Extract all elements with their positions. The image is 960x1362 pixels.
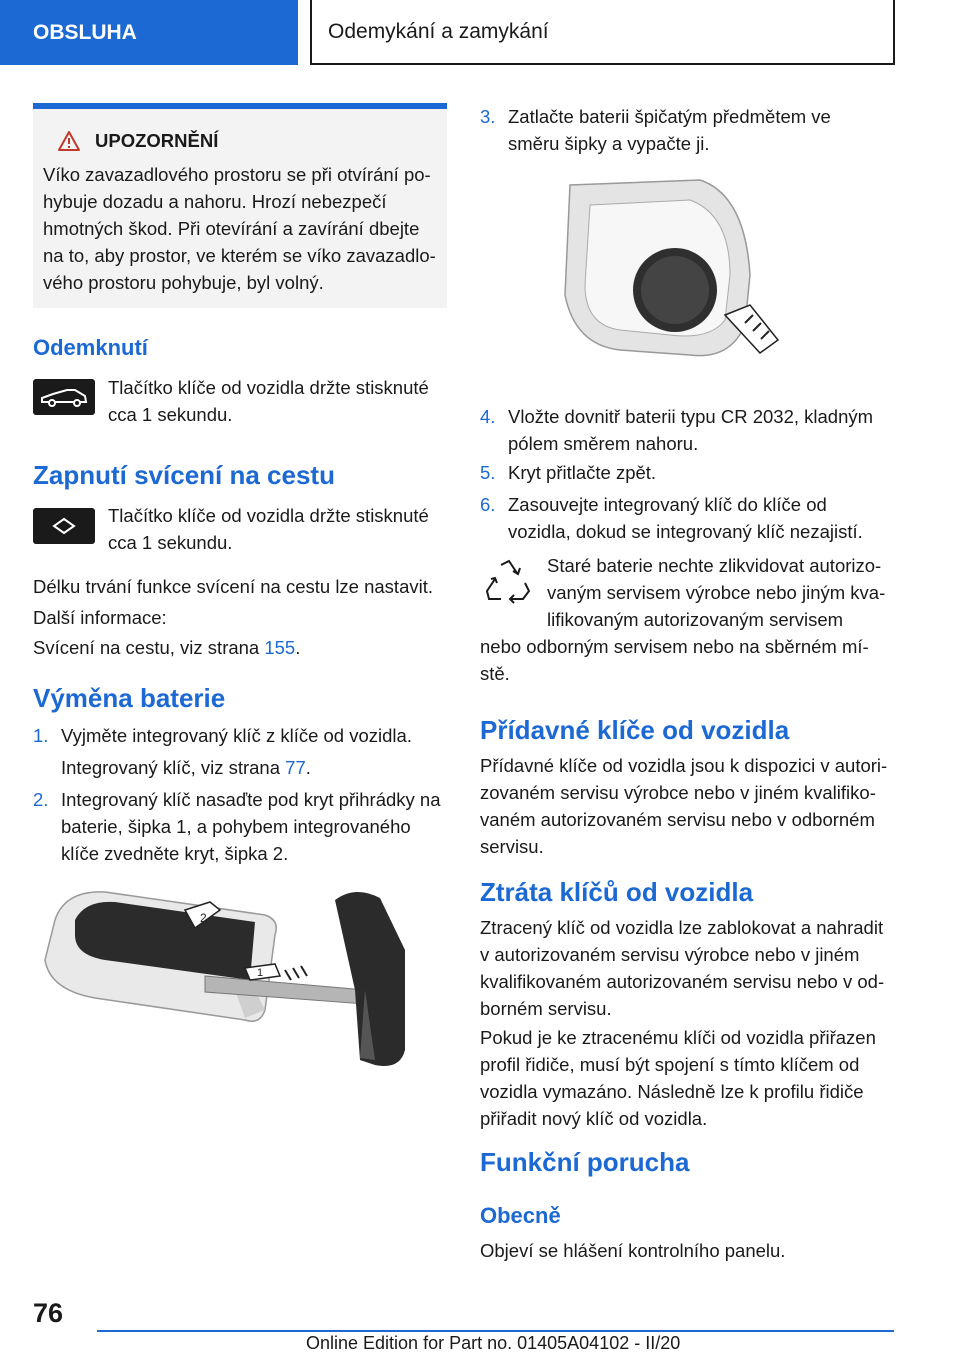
step-number: 3. xyxy=(480,106,496,127)
battery-removal-illustration xyxy=(550,175,780,375)
text-line: kvalifikovaném autorizovaném servisu nebo v od- xyxy=(480,971,885,992)
reference-end: . xyxy=(295,637,301,658)
lights-line: cca 1 sekundu. xyxy=(108,532,233,553)
step-text xyxy=(508,403,896,457)
lights-reference xyxy=(33,634,300,661)
unlock-line: cca 1 sekundu. xyxy=(108,404,233,425)
list-item xyxy=(480,491,896,542)
page-link[interactable]: 155 xyxy=(264,637,296,658)
step-line: vozidla, dokud se integrovaný klíč nezajistí. xyxy=(508,521,863,542)
lights-text xyxy=(108,502,448,556)
step-line: Integrovaný klíč nasaďte pod kryt přihrádky na xyxy=(61,789,441,810)
step-text xyxy=(61,786,451,867)
page-number: 76 xyxy=(33,1298,64,1328)
text-line: vaném autorizovaném servisu nebo v odborném xyxy=(480,809,875,830)
extra-keys-text xyxy=(480,752,900,860)
arrow-label: 1 xyxy=(257,967,264,979)
recycle-line: stě. xyxy=(480,663,510,684)
step-line: baterie, šipka 1, a pohybem integrovaného xyxy=(61,816,411,837)
list-item xyxy=(33,786,453,864)
step1-reference xyxy=(61,754,311,781)
reference-end: . xyxy=(305,757,311,778)
warning-line: hmotných škod. Při otevírání a zavírání dbejte xyxy=(43,218,420,239)
step-number: 4. xyxy=(480,406,496,427)
lost-keys-profile-text xyxy=(480,1024,900,1132)
step-text xyxy=(508,103,896,157)
warning-text xyxy=(43,161,437,296)
list-item xyxy=(480,403,896,454)
step-number: 2. xyxy=(33,789,49,810)
step-line: klíče zvedněte kryt, šipka 2. xyxy=(61,843,289,864)
section-tab: OBSLUHA xyxy=(0,0,298,65)
step-line: Zatlačte baterii špičatým předmětem ve xyxy=(508,106,831,127)
list-item xyxy=(480,103,896,154)
step-line: směru šipky a vypačte ji. xyxy=(508,133,710,154)
reference-text: Integrovaný klíč, viz strana xyxy=(61,757,286,778)
recycle-text-indented xyxy=(547,552,897,633)
list-item xyxy=(480,459,896,486)
unlock-heading: Odemknutí xyxy=(33,335,148,360)
arrow-label: 2 xyxy=(200,911,207,925)
warning-box xyxy=(33,103,447,308)
text-line: v autorizovaném servisu výrobce nebo v jiném xyxy=(480,944,860,965)
recycle-line: vaným servisem výrobce nebo jiným kva- xyxy=(547,582,886,603)
lights-key-button xyxy=(33,508,95,544)
lights-duration-text: Délku trvání funkce svícení na cestu lze nastavit. xyxy=(33,576,433,597)
lost-keys-text xyxy=(480,914,900,1022)
key-insertion-illustration xyxy=(35,880,435,1080)
page-link[interactable]: 77 xyxy=(285,757,306,778)
footer-divider xyxy=(97,1330,894,1332)
battery-heading: Výměna baterie xyxy=(33,683,226,713)
recycle-icon xyxy=(483,557,533,607)
warning-heading xyxy=(43,127,437,155)
headlight-icon xyxy=(44,515,84,537)
text-line: profil řidiče, musí být spojení s tímto klíčem od xyxy=(480,1054,860,1075)
step-line: Zasouvejte integrovaný klíč do klíče od xyxy=(508,494,827,515)
step-line: Vložte dovnitř baterii typu CR 2032, kladným xyxy=(508,406,874,427)
warning-line: na to, aby prostor, ve kterém se víko zavazadlo- xyxy=(43,245,436,266)
list-item xyxy=(33,722,453,749)
warning-title: UPOZORNĚNÍ xyxy=(95,130,219,151)
step-text xyxy=(508,491,896,545)
lights-more-info: Další informace: xyxy=(33,607,167,628)
text-line: přiřadit nový klíč od vozidla. xyxy=(480,1108,708,1129)
lights-heading: Zapnutí svícení na cestu xyxy=(33,460,335,490)
step-line: pólem směrem nahoru. xyxy=(508,433,699,454)
recycle-line: Staré baterie nechte zlikvidovat autorizo- xyxy=(547,555,882,576)
recycle-line: lifikovaným autorizovaným servisem xyxy=(547,609,844,630)
text-line: Ztracený klíč od vozidla lze zablokovat a nahradit xyxy=(480,917,884,938)
warning-line: hybuje dozadu a nahoru. Hrozí nebezpečí xyxy=(43,191,387,212)
page-title: Odemykání a zamykání xyxy=(310,0,895,65)
extra-keys-heading: Přídavné klíče od vozidla xyxy=(480,715,790,745)
text-line: Přídavné klíče od vozidla jsou k dispozici v autori- xyxy=(480,755,888,776)
text-line: Pokud je ke ztracenému klíči od vozidla přiřazen xyxy=(480,1027,876,1048)
unlock-text xyxy=(108,374,448,428)
unlock-line: Tlačítko klíče od vozidla držte stisknuté xyxy=(108,377,429,398)
step-number: 5. xyxy=(480,462,496,483)
text-line: borném servisu. xyxy=(480,998,612,1019)
trunk-car-icon xyxy=(39,386,89,408)
recycle-text-full xyxy=(480,633,900,687)
text-line: zovaném servisu výrobce nebo v jiném kvalifiko- xyxy=(480,782,876,803)
malfunction-heading: Funkční porucha xyxy=(480,1147,690,1177)
lights-line: Tlačítko klíče od vozidla držte stisknuté xyxy=(108,505,429,526)
warning-line: Víko zavazadlového prostoru se při otvírání po- xyxy=(43,164,431,185)
step-number: 6. xyxy=(480,494,496,515)
warning-triangle-icon xyxy=(57,130,81,152)
step-number: 1. xyxy=(33,725,49,746)
text-line: vozidla vymazáno. Následně lze k profilu řidiče xyxy=(480,1081,864,1102)
text-line: servisu. xyxy=(480,836,544,857)
malfunction-subheading: Obecně xyxy=(480,1203,561,1228)
warning-line: vého prostoru pohybuje, byl volný. xyxy=(43,272,324,293)
step-text: Kryt přitlačte zpět. xyxy=(508,462,657,483)
footer-edition: Online Edition for Part no. 01405A04102 - II/20 xyxy=(306,1333,681,1353)
malfunction-text: Objeví se hlášení kontrolního panelu. xyxy=(480,1240,786,1261)
reference-text: Svícení na cestu, viz strana xyxy=(33,637,265,658)
lost-keys-heading: Ztráta klíčů od vozidla xyxy=(480,877,754,907)
recycle-line: nebo odborným servisem nebo na sběrném mí- xyxy=(480,636,869,657)
step-text: Vyjměte integrovaný klíč z klíče od vozidla. xyxy=(61,725,412,746)
unlock-key-button xyxy=(33,379,95,415)
